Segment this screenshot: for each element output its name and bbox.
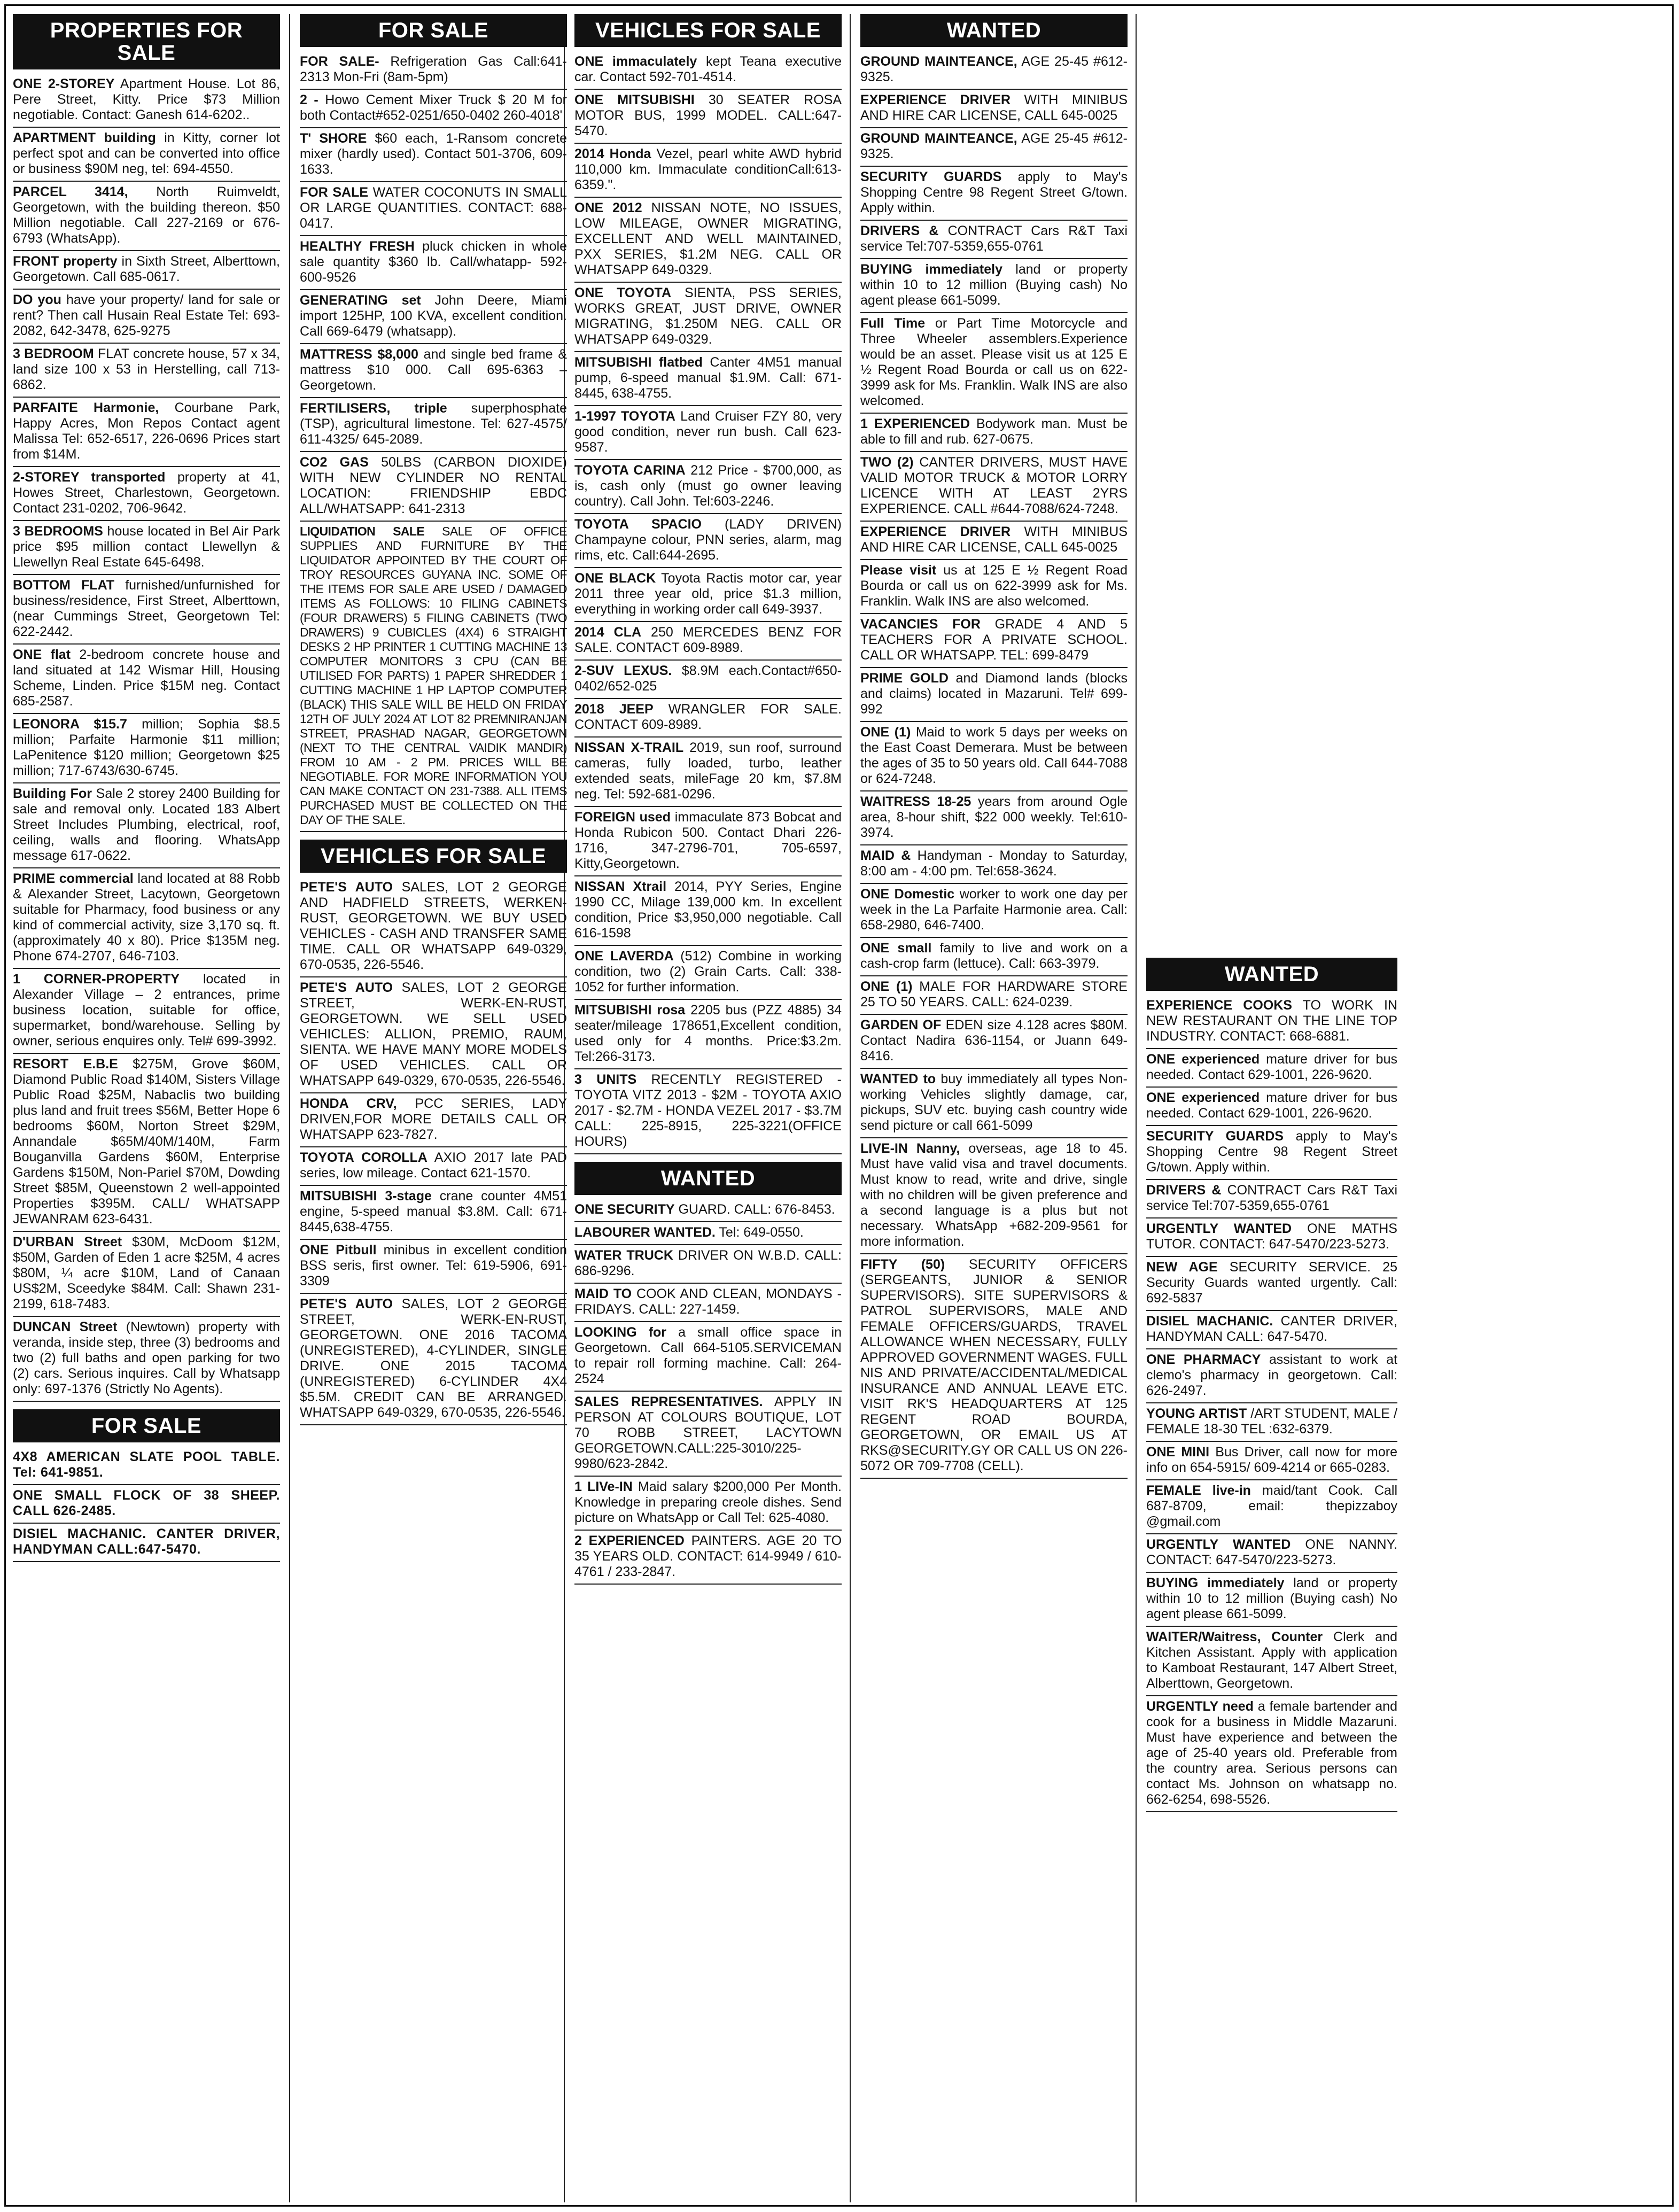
classified-ad: FIFTY (50) SECURITY OFFICERS (SERGEANTS, JUNIOR & SENIOR SUPERVISORS). SITE SUPERVISORS & PATROL SUPERVISORS, MALE AND FEMALE OFFICERS/GUARDS, TRAVEL ALLOWANCE WHEN NECESSARY, FULLY APPROVED GOVERNMENT WAGES. FULL NIS AND PRIVATE/ACCIDENTAL/MEDICAL INSURANCE AND ANNUAL LEAVE ETC. VISIT RK'S HEADQUARTERS AT 125 REGENT ROAD BOURDA, GEORGETOWN, OR EMAIL US AT RKS@SECURITY.GY OR CALL US ON 226-5072 OR 709-7708 (CELL). bbox=[860, 1254, 1128, 1479]
ad-list bbox=[13, 1447, 280, 1562]
classified-ad: 2 - Howo Cement Mixer Truck $ 20 M for both Contact#652-0251/650-0402 260-4018' bbox=[300, 90, 567, 128]
classified-ad: LABOURER WANTED. Tel: 649-0550. bbox=[574, 1222, 842, 1245]
classified-ad: EXPERIENCE COOKS TO WORK IN NEW RESTAURANT ON THE LINE TOP INDUSTRY. CONTACT: 668-6881. bbox=[1146, 995, 1397, 1049]
classified-ad: PARCEL 3414, North Ruimveldt, Georgetown, with the building thereon. $50 Million negotiable. Call 227-2169 or 676-6793 (WhatsApp). bbox=[13, 182, 280, 251]
classified-ad: TOYOTA CARINA 212 Price - $700,000, as is, cash only (must go owner leaving country). Call John. Tel:603-2246. bbox=[574, 460, 842, 514]
section-header-for-sale: FOR SALE bbox=[13, 1409, 280, 1442]
column-5 bbox=[1146, 958, 1397, 1812]
section-header-properties-for-sale: PROPERTIES FOR SALE bbox=[13, 14, 280, 69]
classified-ad: ONE BLACK Toyota Ractis motor car, year 2011 three year old, price $1.3 million, everything in working order call 649-3937. bbox=[574, 568, 842, 622]
classified-ad: WATER TRUCK DRIVER ON W.B.D. CALL: 686-9296. bbox=[574, 1245, 842, 1284]
classified-ad: 1 CORNER-PROPERTY located in Alexander Village – 2 entrances, prime business location, suitable for office, supermarket, bond/warehouse. Selling by owner, serious enquires only. Tel# 699-3992. bbox=[13, 969, 280, 1054]
classified-ad: 1 EXPERIENCED Bodywork man. Must be able to fill and rub. 627-0675. bbox=[860, 414, 1128, 452]
column-2 bbox=[300, 14, 567, 1425]
classified-ad: URGENTLY WANTED ONE NANNY. CONTACT: 647-5470/223-5273. bbox=[1146, 1534, 1397, 1573]
classified-ad: SALES REPRESENTATIVES. APPLY IN PERSON AT COLOURS BOUTIQUE, LOT 70 ROBB STREET, LACYTOWN GEORGETOWN.CALL:225-3010/225-9980/623-2842. bbox=[574, 1392, 842, 1477]
classified-ad: ONE PHARMACY assistant to work at clemo's pharmacy in georgetown. Call: 626-2497. bbox=[1146, 1349, 1397, 1403]
classified-ad: RESORT E.B.E $275M, Grove $60M, Diamond Public Road $140M, Sisters Village Public Road $25M, Nabaclis two building plus land and fruit trees $56M, Better Hope 6 bedrooms $60M, Norton Street $29M, Annandale $65M/40M/140M, Farm Bouganvilla Gardens $60M, Enterprise Gardens $150M, Non-Pariel $70M, Dowding Street $85M, Queenstown 2 well-appointed Properties $395M. CALL/ WHATSAPP JEWANRAM 623-6431. bbox=[13, 1054, 280, 1232]
classified-ad: LEONORA $15.7 million; Sophia $8.5 million; Parfaite Harmonie $11 million; LaPenitence $120 million; Georgetown $25 million; 717-6743/630-6745. bbox=[13, 714, 280, 783]
classified-ad: ONE 2-STOREY Apartment House. Lot 86, Pere Street, Kitty. Price $73 Million negotiable. Contact: Ganesh 614-6202.. bbox=[13, 74, 280, 128]
classified-ad: ONE immaculately kept Teana executive car. Contact 592-701-4514. bbox=[574, 51, 842, 90]
classified-ad: ONE experienced mature driver for bus needed. Contact 629-1001, 226-9620. bbox=[1146, 1049, 1397, 1088]
classified-ad: DISIEL MACHANIC. CANTER DRIVER, HANDYMAN CALL: 647-5470. bbox=[1146, 1311, 1397, 1349]
section-header-vehicles-for-sale: VEHICLES FOR SALE bbox=[574, 14, 842, 47]
classified-ad: HEALTHY FRESH pluck chicken in whole sale quantity $360 lb. Call/whatapp- 592-600-9526 bbox=[300, 236, 567, 290]
classified-ad: MITSUBISHI 3-stage crane counter 4M51 engine, 5-speed manual $3.8M. Call: 671-8445,638-4755. bbox=[300, 1186, 567, 1240]
classified-ad: ONE LAVERDA (512) Combine in working condition, two (2) Grain Carts. Call: 338-1052 for further information. bbox=[574, 946, 842, 1000]
classified-ad: BOTTOM FLAT furnished/unfurnished for business/residence, First Street, Alberttown, (near Cummings Street, Georgetown Tel: 622-2442. bbox=[13, 575, 280, 645]
column-rule bbox=[1136, 14, 1137, 2202]
classified-ad: ONE TOYOTA SIENTA, PSS SERIES, WORKS GREAT, JUST DRIVE, OWNER MIGRATING, $1.250M NEG. CALL OR WHATSAPP 649-0329. bbox=[574, 283, 842, 352]
classified-ad: GARDEN OF EDEN size 4.128 acres $80M. Contact Nadira 636-1154, or Juann 649-8416. bbox=[860, 1015, 1128, 1069]
classified-ad: PETE'S AUTO SALES, LOT 2 GEORGE AND HADFIELD STREETS, WERKEN-RUST, GEORGETOWN. WE BUY USED VEHICLES - CASH AND TRANSFER SAME TIME. CALL OR WHATSAPP 649-0329, 670-0535, 226-5546. bbox=[300, 877, 567, 977]
classified-ad: MAID & Handyman - Monday to Saturday, 8:00 am - 4:00 pm. Tel:658-3624. bbox=[860, 845, 1128, 884]
classified-ad: DO you have your property/ land for sale or rent? Then call Husain Real Estate Tel: 693-2082, 642-3478, 625-9275 bbox=[13, 290, 280, 344]
classified-ad: PRIME GOLD and Diamond lands (blocks and claims) located in Mazaruni. Tel# 699-992 bbox=[860, 668, 1128, 722]
classified-ad: DISIEL MACHANIC. CANTER DRIVER, HANDYMAN CALL:647-5470. bbox=[13, 1524, 280, 1562]
classified-ad: TWO (2) CANTER DRIVERS, MUST HAVE VALID MOTOR TRUCK & MOTOR LORRY LICENCE WITH AT LEAST 2YRS EXPERIENCE. CALL #644-7088/624-7248. bbox=[860, 452, 1128, 522]
classified-ad: LIQUIDATION SALE SALE OF OFFICE SUPPLIES AND FURNITURE BY THE LIQUIDATOR APPOINTED BY THE COURT OF TROY RESOURCES GUYANA INC. SOME OF THE ITEMS FOR SALE ARE USED / DAMAGED ITEMS AS FOLLOWS: 10 FILING CABINETS (FOUR DRAWERS) 5 FILING CABINETS (TWO DRAWERS) 9 CUBICLES (4X4) 6 STRAIGHT DESKS 2 HP PRINTER 1 CUTTING MACHINE 13 COMPUTER MONITORS 3 CPU (CAN BE UTILISED FOR PARTS) 1 PAPER SHREDDER 1 CUTTING MACHINE 1 HP LAPTOP COMPUTER (BLACK) THIS SALE WILL BE HELD ON FRIDAY 12TH OF JULY 2024 AT LOT 82 PREMNIRANJAN STREET, PRASHAD NAGAR, GEORGETOWN (NEXT TO THE CENTRAL VAIDIK MANDIR) FROM 10 AM - 2 PM. PRICES WILL BE NEGOTIABLE. FOR MORE INFORMATION YOU CAN MAKE CONTACT ON 231-7388. ALL ITEMS PURCHASED MUST BE COLLECTED ON THE DAY OF THE SALE. bbox=[300, 522, 567, 832]
classified-ad: ONE 2012 NISSAN NOTE, NO ISSUES, LOW MILEAGE, OWNER MIGRATING, EXCELLENT AND WELL MAINTAINED, PXX SERIES, $1.2M NEG. CALL OR WHATSAPP 649-0329. bbox=[574, 198, 842, 283]
section-header-for-sale: FOR SALE bbox=[300, 14, 567, 47]
classified-ad: T' SHORE $60 each, 1-Ransom concrete mixer (hardly used). Contact 501-3706, 609-1633. bbox=[300, 128, 567, 182]
classified-ad: TOYOTA SPACIO (LADY DRIVEN) Champayne colour, PNN series, alarm, mag rims, etc. Call:644-2695. bbox=[574, 514, 842, 568]
ad-list bbox=[860, 51, 1128, 1479]
ad-list bbox=[574, 51, 842, 1154]
classified-ad: MITSUBISHI flatbed Canter 4M51 manual pump, 6-speed manual $1.9M. Call: 671-8445, 638-4755. bbox=[574, 352, 842, 406]
classified-ad: HONDA CRV, PCC SERIES, LADY DRIVEN,FOR MORE DETAILS CALL OR WHATSAPP 623-7827. bbox=[300, 1093, 567, 1147]
classified-ad: 2014 Honda Vezel, pearl white AWD hybrid 110,000 km. Immaculate conditionCall:613-6359.". bbox=[574, 144, 842, 198]
ad-list bbox=[13, 74, 280, 1402]
column-1 bbox=[13, 14, 280, 1562]
classified-ad: GROUND MAINTEANCE, AGE 25-45 #612-9325. bbox=[860, 51, 1128, 90]
classified-ad: PETE'S AUTO SALES, LOT 2 GEORGE STREET, WERK-EN-RUST, GEORGETOWN. ONE 2016 TACOMA (UNREGISTERED), 4-CYLINDER, SINGLE DRIVE. ONE 2015 TACOMA (UNREGISTERED) 6-CYLINDER 4X4 $5.5M. CREDIT CAN BE ARRANGED. WHATSAPP 649-0329, 670-0535, 226-5546. bbox=[300, 1294, 567, 1425]
classified-ad: Building For Sale 2 storey 2400 Building for sale and removal only. Located 183 Albert Street Includes Plumbing, electrical, roof, ceiling, walls and flooring. WhatsApp message 617-0622. bbox=[13, 783, 280, 868]
classified-ad: 1 LIVe-IN Maid salary $200,000 Per Month. Knowledge in preparing creole dishes. Send picture on WhatsApp or Call Tel: 625-4080. bbox=[574, 1477, 842, 1531]
classified-ad: ONE experienced mature driver for bus needed. Contact 629-1001, 226-9620. bbox=[1146, 1088, 1397, 1126]
classified-ad: PARFAITE Harmonie, Courbane Park, Happy Acres, Mon Repos Contact agent Malissa Tel: 652-6517, 226-0696 Prices start from $14M. bbox=[13, 398, 280, 467]
classified-ad: APARTMENT building in Kitty, corner lot perfect spot and can be converted into office or business $90M neg, tel: 694-4550. bbox=[13, 128, 280, 182]
classified-ad: FRONT property in Sixth Street, Alberttown, Georgetown. Call 685-0617. bbox=[13, 251, 280, 290]
classified-ad: EXPERIENCE DRIVER WITH MINIBUS AND HIRE CAR LICENSE, CALL 645-0025 bbox=[860, 90, 1128, 128]
classified-ad: DUNCAN Street (Newtown) property with veranda, inside step, three (3) bedrooms and two (2) full baths and open parking for two (2) cars. Serious inquires. Call by Whatsapp only: 697-1376 (Strictly No Agents). bbox=[13, 1317, 280, 1402]
classified-ad: ONE (1) Maid to work 5 days per weeks on the East Coast Demerara. Must be between the ages of 35 to 50 years old. Call 644-7088 or 624-7248. bbox=[860, 722, 1128, 791]
ad-list bbox=[1146, 995, 1397, 1812]
section-header-wanted: WANTED bbox=[574, 1162, 842, 1195]
classified-ad: PETE'S AUTO SALES, LOT 2 GEORGE STREET, WERK-EN-RUST, GEORGETOWN. WE SELL USED VEHICLES: ALLION, PREMIO, RAUM, SIENTA. WE HAVE MANY MORE MODELS OF USED VEHICLES. CALL OR WHATSAPP 649-0329, 670-0535, 226-5546. bbox=[300, 977, 567, 1093]
ad-list bbox=[574, 1199, 842, 1585]
classified-ad: DRIVERS & CONTRACT Cars R&T Taxi service Tel:707-5359,655-0761 bbox=[1146, 1180, 1397, 1218]
classified-ad: FEMALE live-in maid/tant Cook. Call 687-8709, email: thepizzaboy @gmail.com bbox=[1146, 1480, 1397, 1534]
classified-ad: PRIME commercial land located at 88 Robb & Alexander Street, Lacytown, Georgetown suitable for Pharmacy, food business or any kind of commercial activity, size 3,170 sq. ft. (approximately 40 x 80). Price $135M neg. Phone 674-2707, 646-7103. bbox=[13, 868, 280, 969]
ad-list bbox=[300, 51, 567, 832]
column-4 bbox=[860, 14, 1128, 1479]
section-header-wanted: WANTED bbox=[860, 14, 1128, 47]
classified-ad: 2-STOREY transported property at 41, Howes Street, Charlestown, Georgetown. Contact 231-0202, 706-9642. bbox=[13, 467, 280, 521]
classified-ad: GENERATING set John Deere, Miami import 125HP, 100 KVA, excellent condition. Call 669-6479 (whatsapp). bbox=[300, 290, 567, 344]
classified-ad: 2014 CLA 250 MERCEDES BENZ FOR SALE. CONTACT 609-8989. bbox=[574, 622, 842, 661]
classified-ad: EXPERIENCE DRIVER WITH MINIBUS AND HIRE CAR LICENSE, CALL 645-0025 bbox=[860, 522, 1128, 560]
classified-ad: 4X8 AMERICAN SLATE POOL TABLE. Tel: 641-9851. bbox=[13, 1447, 280, 1485]
classified-ad: SECURITY GUARDS apply to May's Shopping Centre 98 Regent Street G/town. Apply within. bbox=[860, 167, 1128, 221]
classified-ad: URGENTLY need a female bartender and cook for a business in Middle Mazaruni. Must have experience and between the age of 25-40 years old. Preferable from the country area. Serious persons can contact Ms. Johnson on whatsapp no. 662-6254, 698-5526. bbox=[1146, 1696, 1397, 1812]
classified-ad: BUYING immediately land or property within 10 to 12 million (Buying cash) No agent please 661-5099. bbox=[1146, 1573, 1397, 1627]
classified-ad: MATTRESS $8,000 and single bed frame & mattress $10 000. Call 695-6363 – Georgetown. bbox=[300, 344, 567, 398]
classified-ad: ONE SMALL FLOCK OF 38 SHEEP. CALL 626-2485. bbox=[13, 1485, 280, 1524]
column-rule bbox=[289, 14, 290, 2202]
classified-ad: 2018 JEEP WRANGLER FOR SALE. CONTACT 609-8989. bbox=[574, 699, 842, 738]
classified-ad: FOR SALE- Refrigeration Gas Call:641-2313 Mon-Fri (8am-5pm) bbox=[300, 51, 567, 90]
classified-ad: 2 EXPERIENCED PAINTERS. AGE 20 TO 35 YEARS OLD. CONTACT: 614-9949 / 610-4761 / 233-2847. bbox=[574, 1531, 842, 1585]
classified-ad: URGENTLY WANTED ONE MATHS TUTOR. CONTACT: 647-5470/223-5273. bbox=[1146, 1218, 1397, 1257]
classified-ad: D'URBAN Street $30M, McDoom $12M, $50M, Garden of Eden 1 acre $25M, 4 acres $80M, ¼ acre $10M, Land of Canaan US$2M, Sceedyke $84M. Call: Shawn 231-2199, 618-7483. bbox=[13, 1232, 280, 1317]
classified-ad: NISSAN X-TRAIL 2019, sun roof, surround cameras, fully loaded, turbo, leather extended seats, mileFage 20 km, $7.8M neg. Tel: 592-681-0296. bbox=[574, 738, 842, 807]
classified-ad: GROUND MAINTEANCE, AGE 25-45 #612-9325. bbox=[860, 128, 1128, 167]
classified-ad: VACANCIES FOR GRADE 4 AND 5 TEACHERS FOR A PRIVATE SCHOOL. CALL OR WHATSAPP. TEL: 699-8479 bbox=[860, 614, 1128, 668]
classified-ad: ONE Pitbull minibus in excellent condition BSS seris, first owner. Tel: 619-5906, 691-3309 bbox=[300, 1240, 567, 1294]
classified-ad: Full Time or Part Time Motorcycle and Three Wheeler assemblers.Experience would be an asset. Please visit us at 125 E ½ Regent Road Bourda or call us on 622-3999 ask for Ms. Franklin. Walk INS are also welcomed. bbox=[860, 313, 1128, 414]
classified-ad: ONE MINI Bus Driver, call now for more info on 654-5915/ 609-4214 or 665-0283. bbox=[1146, 1442, 1397, 1480]
classified-ad: ONE SECURITY GUARD. CALL: 676-8453. bbox=[574, 1199, 842, 1222]
classified-ad: WAITER/Waitress, Counter Clerk and Kitchen Assistant. Apply with application to Kamboat Restaurant, 147 Albert Street, Alberttown, Georgetown. bbox=[1146, 1627, 1397, 1696]
classified-ad: LOOKING for a small office space in Georgetown. Call 664-5105.SERVICEMAN to repair roll forming machine. Call: 264-2524 bbox=[574, 1322, 842, 1392]
section-header-vehicles-for-sale: VEHICLES FOR SALE bbox=[300, 840, 567, 873]
classified-ad: ONE (1) MALE FOR HARDWARE STORE 25 TO 50 YEARS. CALL: 624-0239. bbox=[860, 976, 1128, 1015]
classified-ad: FOREIGN used immaculate 873 Bobcat and Honda Rubicon 500. Contact Dhari 226-1716, 347-2796-701, 705-6597, Kitty,Georgetown. bbox=[574, 807, 842, 876]
classified-ad: FERTILISERS, triple superphosphate (TSP), agricultural limestone. Tel: 627-4575/ 611-4325/ 645-2089. bbox=[300, 398, 567, 452]
classified-ad: NEW AGE SECURITY SERVICE. 25 Security Guards wanted urgently. Call: 692-5837 bbox=[1146, 1257, 1397, 1311]
classified-ad: WANTED to buy immediately all types Non-working Vehicles slightly damage, car, pickups, SUV etc. buying cash country wide send picture or call 661-5099 bbox=[860, 1069, 1128, 1138]
classified-ad: 2-SUV LEXUS. $8.9M each.Contact#650-0402/652-025 bbox=[574, 661, 842, 699]
classified-ad: WAITRESS 18-25 years from around Ogle area, 8-hour shift, $22 000 weekly. Tel:610-3974. bbox=[860, 791, 1128, 845]
classified-ad: ONE Domestic worker to work one day per week in the La Parfaite Harmonie area. Call: 658-2980, 646-7400. bbox=[860, 884, 1128, 938]
classified-ad: TOYOTA COROLLA AXIO 2017 late PAD series, low mileage. Contact 621-1570. bbox=[300, 1147, 567, 1186]
ad-list bbox=[300, 877, 567, 1425]
classified-ad: ONE MITSUBISHI 30 SEATER ROSA MOTOR BUS, 1999 MODEL. CALL:647-5470. bbox=[574, 90, 842, 144]
column-rule bbox=[850, 14, 851, 2202]
classified-ad: MITSUBISHI rosa 2205 bus (PZZ 4885) 34 seater/mileage 178651,Excellent condition, used only for 4 months. Price:$3.2m. Tel:266-3173. bbox=[574, 1000, 842, 1069]
column-3 bbox=[574, 14, 842, 1585]
classified-ad: ONE small family to live and work on a cash-crop farm (lettuce). Call: 663-3979. bbox=[860, 938, 1128, 976]
classified-ad: SECURITY GUARDS apply to May's Shopping Centre 98 Regent Street G/town. Apply within. bbox=[1146, 1126, 1397, 1180]
classified-ad: DRIVERS & CONTRACT Cars R&T Taxi service Tel:707-5359,655-0761 bbox=[860, 221, 1128, 259]
section-header-wanted: WANTED bbox=[1146, 958, 1397, 991]
classified-ad: BUYING immediately land or property within 10 to 12 million (Buying cash) No agent please 661-5099. bbox=[860, 259, 1128, 313]
classified-ad: NISSAN Xtrail 2014, PYY Series, Engine 1990 CC, Milage 139,000 km. In excellent condition, Price $3,950,000 negotiable. Call 616-1598 bbox=[574, 876, 842, 946]
classified-ad: MAID TO COOK AND CLEAN, MONDAYS - FRIDAYS. CALL: 227-1459. bbox=[574, 1284, 842, 1322]
classified-ad: 1-1997 TOYOTA Land Cruiser FZY 80, very good condition, never run bush. Call 623-9587. bbox=[574, 406, 842, 460]
classified-ad: ONE flat 2-bedroom concrete house and land situated at 142 Wismar Hill, Housing Scheme, Linden. Price $15M neg. Contact 685-2587. bbox=[13, 645, 280, 714]
classified-ad: CO2 GAS 50LBS (CARBON DIOXIDE) WITH NEW CYLINDER NO RENTAL LOCATION: FRIENDSHIP EBDC ALL/WHATSAPP: 641-2313 bbox=[300, 452, 567, 522]
classified-ad: FOR SALE WATER COCONUTS IN SMALL OR LARGE QUANTITIES. CONTACT: 688-0417. bbox=[300, 182, 567, 236]
classified-ad: 3 BEDROOM FLAT concrete house, 57 x 34, land size 100 x 53 in Herstelling, call 713-6862. bbox=[13, 344, 280, 398]
classified-ad: 3 UNITS RECENTLY REGISTERED - TOYOTA VITZ 2013 - $2M - TOYOTA AXIO 2017 - $2.7M - HONDA VEZEL 2017 - $3.7M CALL: 225-8915, 225-3221(OFFICE HOURS) bbox=[574, 1069, 842, 1154]
classified-ad: 3 BEDROOMS house located in Bel Air Park price $95 million contact Llewellyn & Llewellyn Real Estate 645-6498. bbox=[13, 521, 280, 575]
classified-ad: LIVE-IN Nanny, overseas, age 18 to 45. Must have valid visa and travel documents. Must know to read, write and drive, single with no children will be given preference and a second language is a plus but not necessary. WhatsApp +682-209-9561 for more information. bbox=[860, 1138, 1128, 1254]
classified-ad: YOUNG ARTIST /ART STUDENT, MALE / FEMALE 18-30 TEL :632-6379. bbox=[1146, 1403, 1397, 1442]
classified-ad: Please visit us at 125 E ½ Regent Road Bourda or call us on 622-3999 ask for Ms. Franklin. Walk INS are also welcomed. bbox=[860, 560, 1128, 614]
